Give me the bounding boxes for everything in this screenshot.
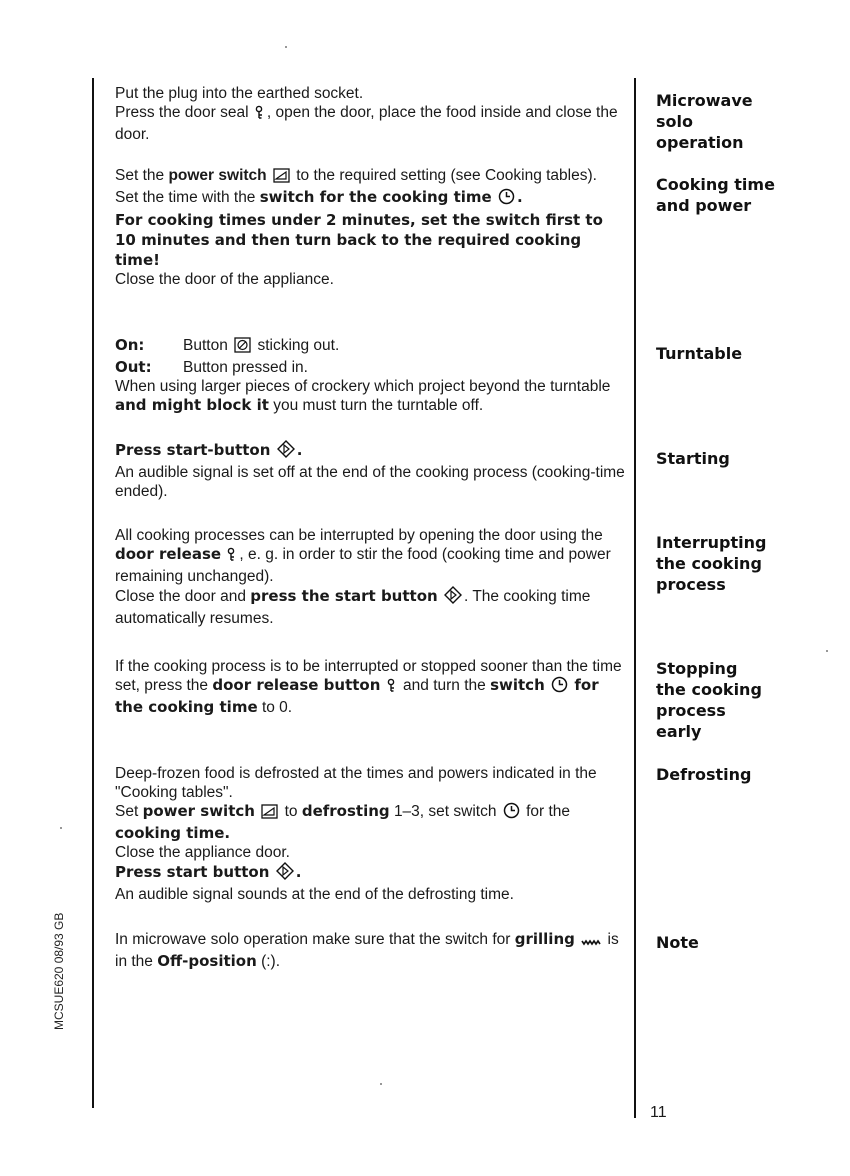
heading-microwave-solo: Microwave solo operation xyxy=(656,91,753,152)
scan-speck xyxy=(60,827,62,829)
section-note-body: In microwave solo operation make sure that the switch for grilling is in the Off-position (:). xyxy=(115,930,619,970)
timer-clock-icon xyxy=(551,676,568,698)
short-cooking-warning: For cooking times under 2 minutes, set the switch first to 10 minutes and then turn back to the required cooking time! xyxy=(115,211,603,269)
start-button-icon xyxy=(444,586,462,609)
section-defrosting-body: Deep-frozen food is defrosted at the times and powers indicated in the "Cooking tables". Set power switch to defrosting 1–3, set switch for the cooking time. Close the appliance door. Press start button . An audible signal sounds at the end of the defrosting time. xyxy=(115,765,597,903)
door-instruction: Press the door seal , open the door, place the food inside and close the door. xyxy=(115,104,618,143)
heading-defrosting: Defrosting xyxy=(656,765,752,784)
section-microwave-solo-body xyxy=(115,84,625,144)
door-release-icon xyxy=(227,547,237,567)
section-cooking-time-body: Set the power switch to the required setting (see Cooking tables). Set the time with the switch for the cooking time . For cooking times under 2 minutes, set the switch first to 10 minutes and then turn back to the required cooking time! Close the door of the appliance. xyxy=(115,166,625,289)
section-stopping-body: If the cooking process is to be interrupted or stopped sooner than the time set, press the door release button and turn the switch for the cooking time to 0. xyxy=(115,658,622,716)
left-margin-rule xyxy=(92,78,94,1108)
scan-speck xyxy=(826,650,828,652)
turntable-button-icon xyxy=(234,337,251,358)
plug-instruction: Put the plug into the earthed socket. xyxy=(115,85,364,102)
section-turntable-body: On: Button sticking out. Out: Button pressed in. When using larger pieces of crockery which project beyond the turntable and might block it you must turn the turntable off. xyxy=(115,336,611,414)
power-switch-icon xyxy=(261,804,278,824)
scan-speck xyxy=(285,46,287,48)
heading-interrupting: Interrupting the cooking process xyxy=(656,533,767,594)
section-starting-body: Press start-button . An audible signal is set off at the end of the cooking process (cooking-time ended). xyxy=(115,441,625,500)
door-release-icon xyxy=(387,678,397,698)
document-code: MCSUE620 08/93 GB xyxy=(52,912,66,1030)
timer-clock-icon xyxy=(503,802,520,824)
page-number: 11 xyxy=(650,1104,667,1121)
section-interrupting-body: All cooking processes can be interrupted by opening the door using the door release , e. g. in order to stir the food (cooking time and power remaining unchanged). Close the door and press the start button . The cooking time automatically resumes. xyxy=(115,527,611,627)
timer-clock-icon xyxy=(498,188,515,210)
heading-cooking-time: Cooking time and power xyxy=(656,175,775,215)
scan-speck xyxy=(380,1083,382,1085)
power-switch-icon xyxy=(273,168,290,188)
grill-symbol-icon xyxy=(581,933,601,952)
heading-note: Note xyxy=(656,933,699,952)
right-column-rule xyxy=(634,78,636,1118)
heading-stopping: Stopping the cooking process early xyxy=(656,659,762,741)
heading-turntable: Turntable xyxy=(656,344,743,363)
heading-starting: Starting xyxy=(656,449,730,468)
start-button-icon xyxy=(277,440,295,463)
door-release-icon xyxy=(255,105,265,125)
start-button-icon xyxy=(276,862,294,885)
